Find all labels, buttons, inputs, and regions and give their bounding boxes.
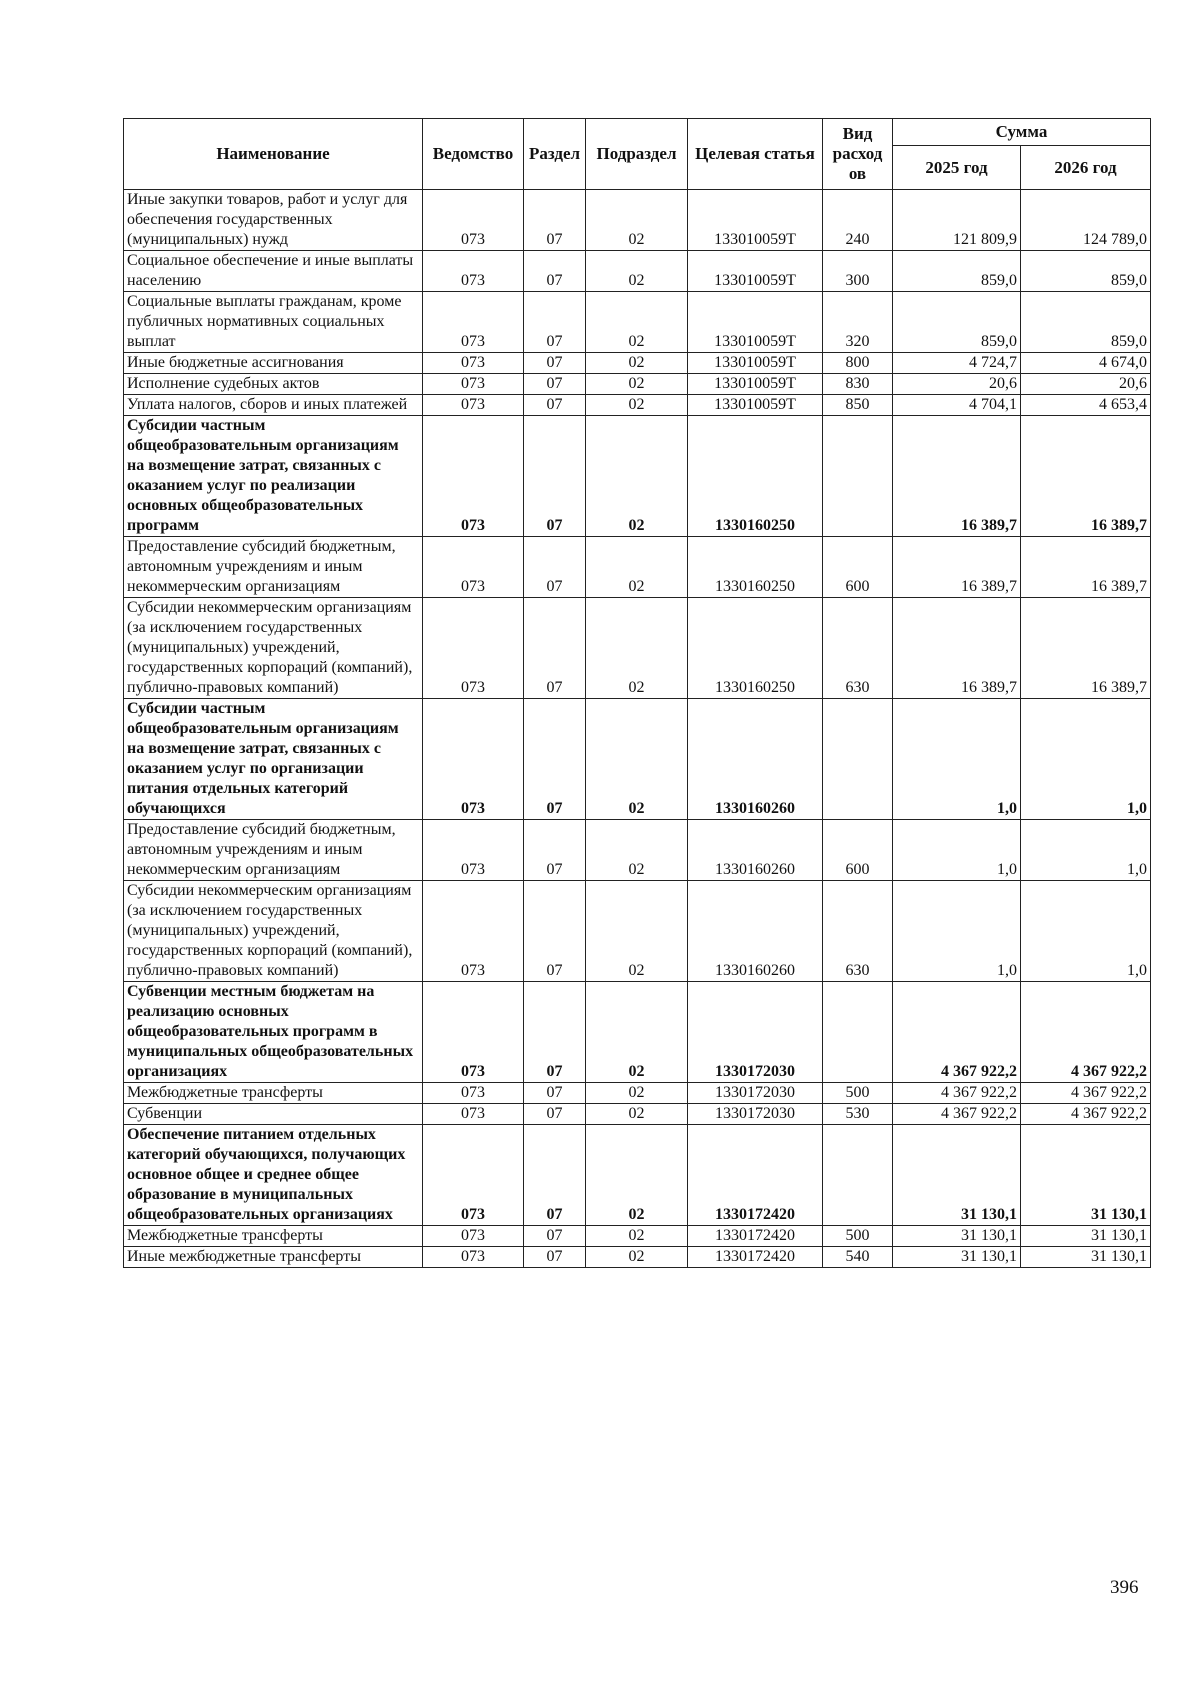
table-row [124, 374, 1151, 395]
cell-razdel: 07 [524, 820, 586, 881]
cell-sum-2026: 16 389,7 [1021, 416, 1151, 537]
cell-podrazdel: 02 [586, 395, 688, 416]
header-celevaya-statya: Целевая статья [688, 119, 823, 190]
cell-sum-2025: 121 809,9 [893, 190, 1021, 251]
table-row [124, 1104, 1151, 1125]
cell-sum-2025: 16 389,7 [893, 537, 1021, 598]
cell-sum-2026: 31 130,1 [1021, 1247, 1151, 1268]
cell-sum-2025: 859,0 [893, 251, 1021, 292]
cell-name: Субсидии частным общеобразовательным организациям на возмещение затрат, связанных с оказанием услуг по реализации основных общеобразовательных программ [124, 416, 423, 537]
cell-celevaya-statya: 1330160250 [688, 598, 823, 699]
cell-razdel: 07 [524, 1247, 586, 1268]
cell-razdel: 07 [524, 251, 586, 292]
cell-sum-2025: 4 704,1 [893, 395, 1021, 416]
cell-name: Исполнение судебных актов [124, 374, 423, 395]
table-row [124, 1083, 1151, 1104]
cell-vedomstvo: 073 [423, 353, 524, 374]
cell-podrazdel: 02 [586, 1104, 688, 1125]
cell-razdel: 07 [524, 598, 586, 699]
page-number: 396 [1110, 1577, 1139, 1598]
table-row [124, 1125, 1151, 1226]
cell-vedomstvo: 073 [423, 1083, 524, 1104]
cell-razdel: 07 [524, 699, 586, 820]
table-row [124, 190, 1151, 251]
cell-celevaya-statya: 1330172030 [688, 1104, 823, 1125]
cell-name: Уплата налогов, сборов и иных платежей [124, 395, 423, 416]
cell-podrazdel: 02 [586, 353, 688, 374]
cell-vedomstvo: 073 [423, 820, 524, 881]
budget-table [123, 118, 1151, 1268]
cell-vedomstvo: 073 [423, 1125, 524, 1226]
cell-sum-2025: 16 389,7 [893, 598, 1021, 699]
cell-vid-rashodov: 800 [823, 353, 893, 374]
cell-name: Социальное обеспечение и иные выплаты населению [124, 251, 423, 292]
header-vedomstvo: Ведомство [423, 119, 524, 190]
cell-vedomstvo: 073 [423, 190, 524, 251]
cell-vedomstvo: 073 [423, 251, 524, 292]
cell-sum-2026: 4 674,0 [1021, 353, 1151, 374]
table-row [124, 292, 1151, 353]
cell-sum-2025: 4 367 922,2 [893, 1104, 1021, 1125]
cell-sum-2026: 124 789,0 [1021, 190, 1151, 251]
table-row [124, 416, 1151, 537]
cell-sum-2025: 1,0 [893, 699, 1021, 820]
cell-sum-2026: 20,6 [1021, 374, 1151, 395]
cell-vid-rashodov: 830 [823, 374, 893, 395]
cell-razdel: 07 [524, 374, 586, 395]
cell-sum-2026: 859,0 [1021, 292, 1151, 353]
cell-razdel: 07 [524, 537, 586, 598]
cell-razdel: 07 [524, 1226, 586, 1247]
header-2025: 2025 год [893, 146, 1021, 190]
cell-vid-rashodov [823, 1125, 893, 1226]
header-summa: Сумма [893, 119, 1151, 146]
cell-razdel: 07 [524, 353, 586, 374]
cell-name: Предоставление субсидий бюджетным, автономным учреждениям и иным некоммерческим организациям [124, 537, 423, 598]
cell-name: Иные бюджетные ассигнования [124, 353, 423, 374]
header-podrazdel: Подраздел [586, 119, 688, 190]
cell-sum-2025: 31 130,1 [893, 1125, 1021, 1226]
cell-vedomstvo: 073 [423, 699, 524, 820]
header-razdel: Раздел [524, 119, 586, 190]
cell-razdel: 07 [524, 190, 586, 251]
cell-name: Иные межбюджетные трансферты [124, 1247, 423, 1268]
cell-razdel: 07 [524, 1083, 586, 1104]
table-row [124, 699, 1151, 820]
cell-podrazdel: 02 [586, 190, 688, 251]
cell-sum-2025: 4 724,7 [893, 353, 1021, 374]
cell-vedomstvo: 073 [423, 1104, 524, 1125]
cell-celevaya-statya: 133010059Т [688, 190, 823, 251]
cell-podrazdel: 02 [586, 1226, 688, 1247]
cell-name: Обеспечение питанием отдельных категорий обучающихся, получающих основное общее и среднее общее образование в муниципальных общеобразовательных организациях [124, 1125, 423, 1226]
cell-vid-rashodov: 600 [823, 820, 893, 881]
cell-podrazdel: 02 [586, 1083, 688, 1104]
cell-celevaya-statya: 1330160260 [688, 820, 823, 881]
cell-celevaya-statya: 133010059Т [688, 374, 823, 395]
cell-podrazdel: 02 [586, 1247, 688, 1268]
cell-vid-rashodov: 540 [823, 1247, 893, 1268]
cell-sum-2026: 1,0 [1021, 881, 1151, 982]
table-row [124, 353, 1151, 374]
cell-name: Субсидии частным общеобразовательным организациям на возмещение затрат, связанных с оказанием услуг по организации питания отдельных категорий обучающихся [124, 699, 423, 820]
cell-razdel: 07 [524, 1104, 586, 1125]
cell-vedomstvo: 073 [423, 1247, 524, 1268]
cell-sum-2026: 16 389,7 [1021, 537, 1151, 598]
cell-sum-2026: 16 389,7 [1021, 598, 1151, 699]
cell-sum-2025: 31 130,1 [893, 1247, 1021, 1268]
cell-vid-rashodov: 500 [823, 1083, 893, 1104]
cell-name: Предоставление субсидий бюджетным, автономным учреждениям и иным некоммерческим организациям [124, 820, 423, 881]
header-vid-rashodov: Вид расход ов [823, 119, 893, 190]
cell-vedomstvo: 073 [423, 537, 524, 598]
cell-celevaya-statya: 1330160250 [688, 537, 823, 598]
cell-vedomstvo: 073 [423, 395, 524, 416]
cell-sum-2026: 859,0 [1021, 251, 1151, 292]
cell-sum-2025: 4 367 922,2 [893, 1083, 1021, 1104]
cell-name: Межбюджетные трансферты [124, 1083, 423, 1104]
cell-vid-rashodov: 300 [823, 251, 893, 292]
cell-celevaya-statya: 133010059Т [688, 251, 823, 292]
cell-sum-2025: 20,6 [893, 374, 1021, 395]
cell-podrazdel: 02 [586, 1125, 688, 1226]
cell-name: Социальные выплаты гражданам, кроме публичных нормативных социальных выплат [124, 292, 423, 353]
cell-podrazdel: 02 [586, 292, 688, 353]
table-row [124, 820, 1151, 881]
table-row [124, 982, 1151, 1083]
cell-vedomstvo: 073 [423, 982, 524, 1083]
cell-sum-2026: 4 367 922,2 [1021, 1104, 1151, 1125]
table-row [124, 881, 1151, 982]
cell-vid-rashodov [823, 982, 893, 1083]
cell-vedomstvo: 073 [423, 881, 524, 982]
cell-name: Субвенции местным бюджетам на реализацию основных общеобразовательных программ в муниципальных общеобразовательных организациях [124, 982, 423, 1083]
cell-celevaya-statya: 1330160250 [688, 416, 823, 537]
cell-vid-rashodov: 530 [823, 1104, 893, 1125]
cell-podrazdel: 02 [586, 416, 688, 537]
table-row [124, 598, 1151, 699]
cell-name: Межбюджетные трансферты [124, 1226, 423, 1247]
cell-celevaya-statya: 1330172420 [688, 1226, 823, 1247]
cell-name: Иные закупки товаров, работ и услуг для обеспечения государственных (муниципальных) нужд [124, 190, 423, 251]
cell-sum-2025: 4 367 922,2 [893, 982, 1021, 1083]
cell-vedomstvo: 073 [423, 292, 524, 353]
cell-vid-rashodov: 320 [823, 292, 893, 353]
cell-podrazdel: 02 [586, 374, 688, 395]
cell-podrazdel: 02 [586, 537, 688, 598]
cell-vid-rashodov: 630 [823, 598, 893, 699]
cell-sum-2026: 4 367 922,2 [1021, 1083, 1151, 1104]
cell-vedomstvo: 073 [423, 1226, 524, 1247]
cell-sum-2025: 1,0 [893, 820, 1021, 881]
cell-razdel: 07 [524, 292, 586, 353]
cell-podrazdel: 02 [586, 251, 688, 292]
table-row [124, 1226, 1151, 1247]
cell-vid-rashodov: 600 [823, 537, 893, 598]
cell-razdel: 07 [524, 982, 586, 1083]
cell-sum-2026: 4 367 922,2 [1021, 982, 1151, 1083]
cell-vid-rashodov [823, 416, 893, 537]
cell-vid-rashodov: 630 [823, 881, 893, 982]
table-row [124, 251, 1151, 292]
cell-name: Субсидии некоммерческим организациям (за исключением государственных (муниципальных) учреждений, государственных корпораций (компаний), публично-правовых компаний) [124, 881, 423, 982]
cell-name: Субвенции [124, 1104, 423, 1125]
cell-celevaya-statya: 1330160260 [688, 881, 823, 982]
cell-sum-2026: 1,0 [1021, 699, 1151, 820]
table-row [124, 395, 1151, 416]
cell-celevaya-statya: 1330160260 [688, 699, 823, 820]
cell-sum-2025: 16 389,7 [893, 416, 1021, 537]
cell-vid-rashodov [823, 699, 893, 820]
cell-vedomstvo: 073 [423, 416, 524, 537]
cell-vedomstvo: 073 [423, 598, 524, 699]
cell-name: Субсидии некоммерческим организациям (за исключением государственных (муниципальных) учреждений, государственных корпораций (компаний), публично-правовых компаний) [124, 598, 423, 699]
cell-podrazdel: 02 [586, 881, 688, 982]
cell-celevaya-statya: 1330172030 [688, 982, 823, 1083]
cell-vid-rashodov: 850 [823, 395, 893, 416]
table-row [124, 1247, 1151, 1268]
cell-razdel: 07 [524, 1125, 586, 1226]
cell-vid-rashodov: 500 [823, 1226, 893, 1247]
cell-sum-2026: 4 653,4 [1021, 395, 1151, 416]
cell-celevaya-statya: 1330172030 [688, 1083, 823, 1104]
table-row [124, 537, 1151, 598]
cell-razdel: 07 [524, 881, 586, 982]
cell-razdel: 07 [524, 395, 586, 416]
cell-sum-2026: 31 130,1 [1021, 1226, 1151, 1247]
cell-celevaya-statya: 1330172420 [688, 1125, 823, 1226]
cell-podrazdel: 02 [586, 982, 688, 1083]
cell-sum-2025: 31 130,1 [893, 1226, 1021, 1247]
cell-vedomstvo: 073 [423, 374, 524, 395]
cell-sum-2025: 1,0 [893, 881, 1021, 982]
table-body [124, 190, 1151, 1268]
cell-podrazdel: 02 [586, 598, 688, 699]
header-name: Наименование [124, 119, 423, 190]
cell-sum-2026: 31 130,1 [1021, 1125, 1151, 1226]
cell-sum-2025: 859,0 [893, 292, 1021, 353]
cell-vid-rashodov: 240 [823, 190, 893, 251]
header-2026: 2026 год [1021, 146, 1151, 190]
cell-sum-2026: 1,0 [1021, 820, 1151, 881]
cell-celevaya-statya: 133010059Т [688, 395, 823, 416]
cell-podrazdel: 02 [586, 820, 688, 881]
cell-celevaya-statya: 133010059Т [688, 353, 823, 374]
cell-podrazdel: 02 [586, 699, 688, 820]
cell-celevaya-statya: 133010059Т [688, 292, 823, 353]
cell-razdel: 07 [524, 416, 586, 537]
cell-celevaya-statya: 1330172420 [688, 1247, 823, 1268]
